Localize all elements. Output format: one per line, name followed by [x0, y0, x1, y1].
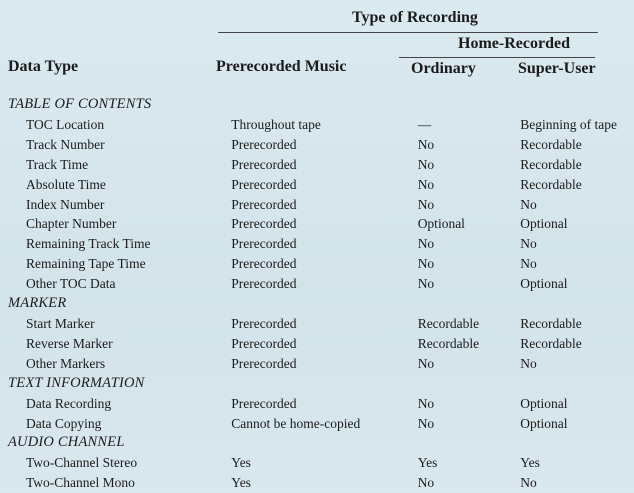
section-title: AUDIO CHANNEL [8, 434, 125, 451]
super-user-cell: Beginning of tape [520, 116, 617, 132]
ordinary-cell: No [417, 415, 435, 431]
ordinary-cell: No [417, 136, 435, 152]
ordinary-heading: Ordinary [411, 60, 476, 77]
row-label: Data Recording [26, 395, 112, 411]
recording-data-table [0, 95, 634, 493]
ordinary-cell: Yes [417, 455, 438, 471]
row-label: Track Number [26, 136, 105, 152]
table-row [0, 234, 634, 254]
row-label: Absolute Time [26, 176, 106, 192]
table-row [0, 115, 634, 135]
ordinary-cell: No [417, 156, 435, 172]
ordinary-cell: No [417, 256, 435, 272]
super-user-cell: Yes [520, 455, 540, 471]
table-row [0, 155, 634, 175]
row-label: Start Marker [26, 315, 95, 331]
table-row [0, 414, 634, 434]
super-user-cell: Optional [520, 395, 568, 411]
prerecorded-music-cell: Prerecorded [231, 196, 297, 212]
ordinary-cell: No [417, 196, 435, 212]
table-row [0, 274, 634, 294]
row-label: Two-Channel Mono [26, 475, 135, 491]
section-header-row [0, 374, 634, 394]
prerecorded-music-heading: Prerecorded Music [216, 58, 347, 75]
row-label: Other TOC Data [26, 276, 116, 292]
row-label: Remaining Track Time [26, 236, 151, 252]
ordinary-cell: No [417, 475, 435, 491]
super-user-cell: Recordable [520, 315, 582, 331]
table-row [0, 175, 634, 195]
super-user-cell: Optional [520, 415, 568, 431]
data-type-heading: Data Type [8, 58, 79, 75]
row-label: Two-Channel Stereo [26, 455, 138, 471]
ordinary-cell: — [417, 116, 432, 132]
ordinary-cell: Recordable [417, 335, 480, 351]
table-row [0, 254, 634, 274]
prerecorded-music-cell: Prerecorded [231, 395, 297, 411]
super-user-cell: Recordable [520, 156, 582, 172]
row-label: Data Copying [26, 415, 102, 431]
home-recorded-heading: Home-Recorded [458, 35, 570, 52]
ordinary-cell: No [417, 236, 435, 252]
type-of-recording-heading: Type of Recording [352, 9, 478, 26]
table-row [0, 394, 634, 414]
super-user-cell: Optional [520, 216, 568, 232]
row-label: Other Markers [26, 355, 106, 371]
ordinary-cell: No [417, 355, 435, 371]
prerecorded-music-cell: Prerecorded [231, 176, 297, 192]
super-user-cell: No [520, 475, 537, 491]
prerecorded-music-cell: Throughout tape [231, 116, 321, 132]
section-header-row [0, 294, 634, 314]
prerecorded-music-cell: Prerecorded [231, 236, 297, 252]
super-user-cell: No [520, 355, 537, 371]
section-header-row [0, 95, 634, 115]
section-title: TABLE OF CONTENTS [8, 96, 152, 112]
prerecorded-music-cell: Prerecorded [231, 335, 297, 351]
super-user-cell: Recordable [520, 176, 582, 192]
ordinary-cell: No [417, 276, 435, 292]
section-title: TEXT INFORMATION [8, 374, 145, 391]
row-label: TOC Location [26, 116, 105, 132]
row-label: Chapter Number [26, 216, 117, 232]
ordinary-cell: No [417, 176, 435, 192]
prerecorded-music-cell: Prerecorded [231, 136, 297, 152]
prerecorded-music-cell: Prerecorded [231, 216, 297, 232]
type-of-recording-rule [218, 32, 598, 33]
super-user-cell: Optional [520, 276, 568, 292]
ordinary-cell: No [417, 395, 435, 411]
table-row [0, 314, 634, 334]
table-row [0, 473, 634, 493]
table-row [0, 195, 634, 215]
section-title: MARKER [8, 295, 67, 312]
super-user-cell: No [520, 236, 537, 252]
table-row [0, 354, 634, 374]
table-row [0, 453, 634, 473]
super-user-cell: Recordable [520, 136, 582, 152]
row-label: Reverse Marker [26, 335, 113, 351]
row-label: Remaining Tape Time [26, 256, 146, 272]
super-user-cell: No [520, 256, 537, 272]
prerecorded-music-cell: Prerecorded [231, 256, 297, 272]
table-row [0, 334, 634, 354]
prerecorded-music-cell: Prerecorded [231, 315, 297, 331]
super-user-cell: No [520, 196, 537, 212]
section-header-row [0, 433, 634, 453]
prerecorded-music-cell: Prerecorded [231, 156, 297, 172]
super-user-cell: Recordable [520, 335, 582, 351]
prerecorded-music-cell: Prerecorded [231, 276, 297, 292]
prerecorded-music-cell: Prerecorded [231, 355, 297, 371]
prerecorded-music-cell: Yes [231, 475, 251, 491]
home-recorded-rule [399, 57, 595, 58]
ordinary-cell: Recordable [417, 315, 480, 331]
ordinary-cell: Optional [417, 216, 465, 232]
table-row [0, 135, 634, 155]
row-label: Track Time [26, 156, 89, 172]
prerecorded-music-cell: Cannot be home-copied [231, 415, 361, 431]
table-row [0, 214, 634, 234]
row-label: Index Number [26, 196, 105, 212]
prerecorded-music-cell: Yes [231, 455, 251, 471]
super-user-heading: Super-User [518, 60, 596, 77]
